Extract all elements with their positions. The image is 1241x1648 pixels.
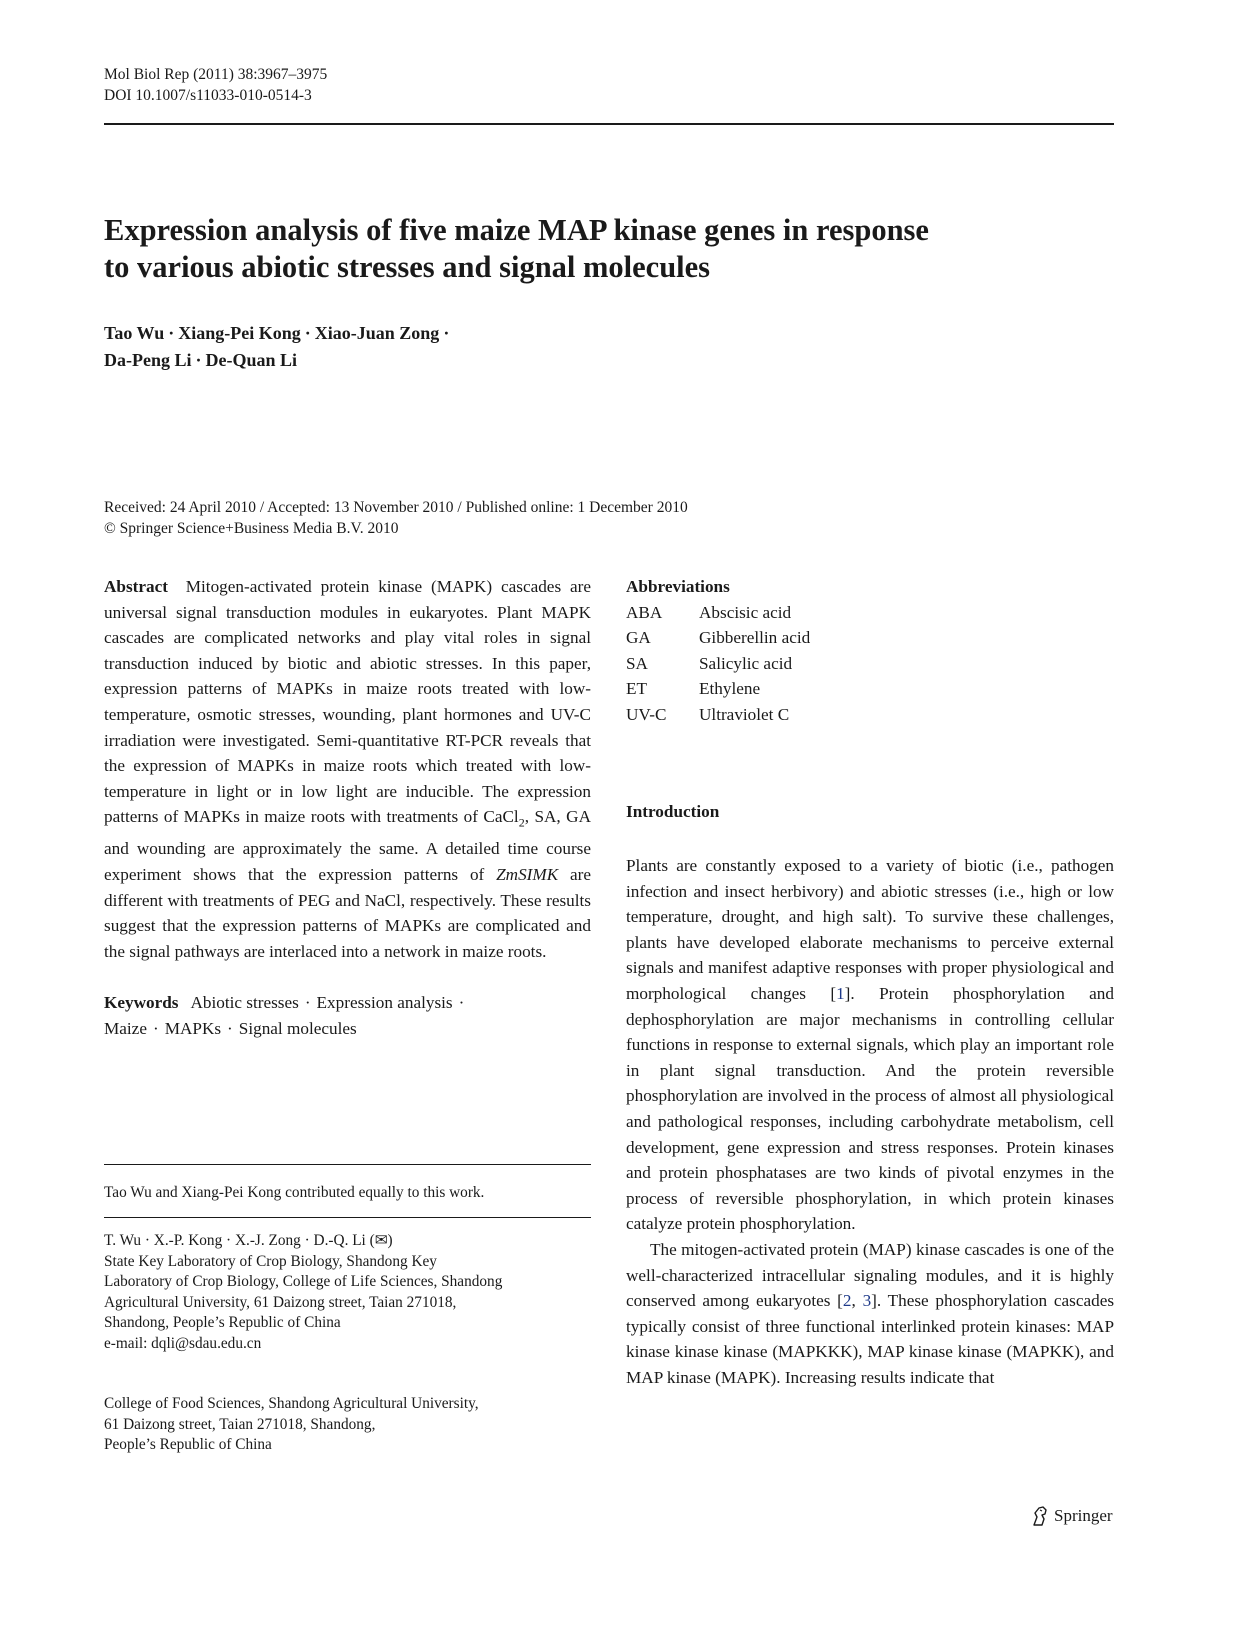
abstract-subscript: 2: [518, 815, 525, 830]
abstract: [104, 574, 591, 964]
author-list: [104, 320, 804, 374]
contact-email[interactable]: e-mail: dqli@sdau.edu.cn: [104, 1334, 262, 1352]
affiliation-line: State Key Laboratory of Crop Biology, Shandong Key: [104, 1252, 437, 1270]
author[interactable]: Xiang-Pei Kong: [178, 323, 301, 343]
keywords: [104, 990, 591, 1041]
abbreviation-definition: Salicylic acid: [699, 653, 793, 673]
author[interactable]: Tao Wu: [104, 323, 165, 343]
paragraph-text: ]. Protein phosphorylation and dephosphorylation are major mechanisms in controlling cellular functions in response to external signals, which play an important role in plant signal transduction. And the protein reversible phosphorylation are involved in the process of almost all physiological and pathological responses, including carbohydrate metabolism, cell development, gene expression and stress responses. Protein kinases and protein phosphatases are two kinds of pivotal enzymes in the process of reversible phosphorylation, in which protein kinases catalyze protein phosphorylation.: [626, 983, 1114, 1234]
abstract-text-1: Mitogen-activated protein kinase (MAPK) cascades are universal signal transduction modules in eukaryotes. Plant MAPK cascades are complicated networks and play vital roles in signal transduction induced by biotic and abiotic stresses. In this paper, expression patterns of MAPKs in maize roots treated with low-temperature, osmotic stresses, wounding, plant hormones and UV-C irradiation were investigated. Semi-quantitative RT-PCR reveals that the expression of MAPKs in maize roots which treated with low-temperature in light or in low light are inducible. The expression patterns of MAPKs in maize roots with treatments of CaCl: [104, 577, 591, 827]
abstract-gene-name: ZmSIMK: [496, 864, 559, 884]
article-title: [104, 212, 1064, 286]
affiliation-line: 61 Daizong street, Taian 271018, Shandong,: [104, 1415, 376, 1433]
abbreviations-section: [626, 574, 1114, 728]
introduction-paragraph-1: [626, 853, 1114, 1237]
author[interactable]: De-Quan Li: [205, 350, 298, 370]
title-line-1: Expression analysis of five maize MAP kinase genes in response: [104, 213, 929, 247]
keyword[interactable]: Abiotic stresses: [190, 993, 299, 1013]
citation-link[interactable]: 1: [836, 983, 845, 1003]
keyword[interactable]: Expression analysis: [316, 993, 453, 1013]
springer-horse-icon: [1030, 1505, 1050, 1527]
left-column: [104, 574, 591, 1042]
introduction-paragraph-2: [626, 1237, 1114, 1391]
affiliation-line: Laboratory of Crop Biology, College of Life Sciences, Shandong: [104, 1273, 503, 1290]
introduction-body: [626, 853, 1114, 1390]
keywords-label: Keywords: [104, 993, 179, 1013]
author-separator: ·: [195, 350, 202, 370]
citation-link[interactable]: 3: [862, 1291, 872, 1311]
history-dates: Received: 24 April 2010 / Accepted: 13 November 2010 / Published online: 1 December 2010: [104, 499, 688, 516]
affiliation-line: College of Food Sciences, Shandong Agricultural University,: [104, 1395, 479, 1412]
abbreviation-term: GA: [626, 628, 651, 648]
abstract-label: Abstract: [104, 577, 168, 596]
paragraph-text: Plants are constantly exposed to a variety of biotic (i.e., pathogen infection and insect herbivory) and abiotic stresses (i.e., high or low temperature, drought, and high salt). To survive these challenges, plants have developed elaborate mechanisms to perceive external signals and manifest adaptive responses with proper physiological and morphological changes [: [626, 856, 1114, 1003]
keyword-separator: ·: [304, 993, 311, 1013]
affiliation-line: People’s Republic of China: [104, 1436, 272, 1453]
citation-separator: ,: [851, 1291, 863, 1311]
abbreviation-row: [626, 702, 1114, 728]
abbreviation-definition: Gibberellin acid: [699, 628, 811, 648]
abbreviation-row: [626, 651, 1114, 677]
keyword[interactable]: Signal molecules: [238, 1018, 357, 1038]
keyword-separator: ·: [152, 1018, 159, 1038]
abbreviation-row: [626, 676, 1114, 702]
keyword-separator: ·: [458, 993, 465, 1013]
paragraph-text: ]. These phosphorylation cascades typically consist of three functional interlinked protein kinases: MAP kinase kinase kinase (MAPKKK), MAP kinase kinase (MAPKK), and MAP kinase (MAPK). Increasing results indicate that: [626, 1291, 1115, 1387]
abbreviation-definition: Ethylene: [699, 679, 761, 699]
keyword[interactable]: MAPKs: [164, 1018, 222, 1038]
abbreviation-term: SA: [626, 653, 648, 673]
author-separator: ·: [168, 323, 175, 343]
abbreviation-term: ABA: [626, 602, 663, 622]
journal-header: [104, 64, 327, 106]
abbreviation-definition: Ultraviolet C: [699, 704, 790, 724]
affiliation-authors: T. Wu · X.-P. Kong · X.-J. Zong · D.-Q. Li (✉): [104, 1232, 393, 1249]
publication-dates: [104, 497, 688, 539]
journal-doi[interactable]: DOI 10.1007/s11033-010-0514-3: [104, 87, 312, 104]
abbreviation-definition: Abscisic acid: [699, 602, 792, 622]
abstract-text-3: are different with treatments of PEG and NaCl, respectively. These results suggest that the expression patterns of MAPKs are complicated and the signal pathways are interlaced into a network in maize roots.: [104, 864, 591, 961]
affiliation-line: Shandong, People’s Republic of China: [104, 1314, 341, 1331]
author[interactable]: Xiao-Juan Zong: [314, 323, 440, 343]
abbreviation-row: [626, 625, 1114, 651]
abbreviation-term: UV-C: [626, 704, 667, 724]
abstract-text-2: , SA, GA and wounding are approximately the same. A detailed time course experiment shows that the expression patterns of: [104, 807, 591, 884]
title-line-2: to various abiotic stresses and signal molecules: [104, 250, 711, 284]
footnote-equal-contribution: Tao Wu and Xiang-Pei Kong contributed equally to this work.: [104, 1184, 485, 1201]
publisher-logo: [1030, 1505, 1113, 1527]
footnote-rule-bottom: [104, 1217, 591, 1218]
abbreviations-heading: Abbreviations: [626, 577, 730, 596]
footnote-rule-top: [104, 1164, 591, 1165]
keyword[interactable]: Maize: [104, 1018, 147, 1038]
publisher-name: Springer: [1054, 1506, 1113, 1525]
paragraph-text: The mitogen-activated protein (MAP) kinase cascades is one of the well-characterized intracellular signaling modules, and it is highly conserved among eukaryotes [: [626, 1239, 1114, 1311]
introduction-heading: Introduction: [626, 802, 720, 821]
affiliation-block-1: [104, 1231, 591, 1354]
author-separator: ·: [443, 323, 450, 343]
abbreviation-row: [626, 600, 1114, 626]
abbreviation-term: ET: [626, 679, 647, 699]
author-separator: ·: [304, 323, 311, 343]
journal-citation: Mol Biol Rep (2011) 38:3967–3975: [104, 66, 328, 83]
keyword-separator: ·: [227, 1018, 233, 1038]
affiliation-line: Agricultural University, 61 Daizong street, Taian 271018,: [104, 1293, 457, 1311]
affiliation-block-2: [104, 1394, 591, 1456]
author[interactable]: Da-Peng Li: [104, 350, 192, 370]
copyright-line: © Springer Science+Business Media B.V. 2010: [104, 520, 399, 537]
header-rule: [104, 123, 1114, 125]
citation-link[interactable]: 2: [842, 1291, 852, 1311]
